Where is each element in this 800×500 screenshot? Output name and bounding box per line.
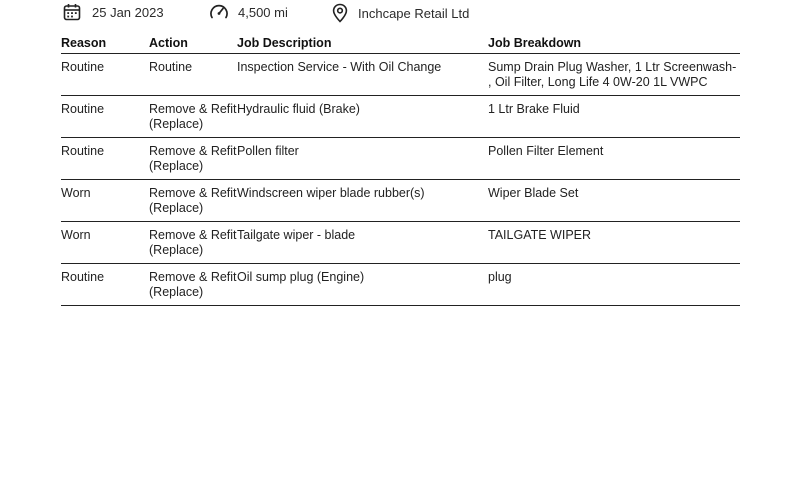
job-breakdown-line: , Oil Filter, Long Life 4 0W-20 1L VWPC xyxy=(488,75,708,89)
job-description-cell: Oil sump plug (Engine) xyxy=(237,264,488,306)
table-row xyxy=(61,264,740,306)
job-breakdown-cell xyxy=(488,54,740,96)
job-breakdown-cell xyxy=(488,264,740,306)
calendar-icon xyxy=(63,3,81,21)
table-row xyxy=(61,54,740,96)
action-text: Remove & Refit xyxy=(149,144,237,158)
service-date xyxy=(63,3,164,21)
job-description-cell: Hydraulic fluid (Brake) xyxy=(237,96,488,138)
job-description-cell: Windscreen wiper blade rubber(s) xyxy=(237,180,488,222)
job-breakdown-line: plug xyxy=(488,270,512,284)
job-breakdown-cell xyxy=(488,138,740,180)
job-description-cell: Tailgate wiper - blade xyxy=(237,222,488,264)
action-cell xyxy=(149,180,237,222)
action-cell xyxy=(149,96,237,138)
header-job-description: Job Description xyxy=(237,33,488,54)
job-breakdown-line: Pollen Filter Element xyxy=(488,144,604,158)
job-description-cell: Pollen filter xyxy=(237,138,488,180)
action-subtext: (Replace) xyxy=(149,159,204,173)
action-text: Remove & Refit xyxy=(149,102,237,116)
job-breakdown-line: Wiper Blade Set xyxy=(488,186,579,200)
header-job-breakdown: Job Breakdown xyxy=(488,33,740,54)
job-breakdown-line: TAILGATE WIPER xyxy=(488,228,592,242)
action-cell xyxy=(149,222,237,264)
reason-cell: Routine xyxy=(61,138,149,180)
action-text: Remove & Refit xyxy=(149,186,237,200)
job-description-cell: Inspection Service - With Oil Change xyxy=(237,54,488,96)
action-text: Remove & Refit xyxy=(149,270,237,284)
reason-cell: Routine xyxy=(61,264,149,306)
service-date-text: 25 Jan 2023 xyxy=(92,4,164,20)
action-text: Remove & Refit xyxy=(149,228,237,242)
service-jobs-table xyxy=(61,33,740,306)
action-cell xyxy=(149,138,237,180)
table-row xyxy=(61,180,740,222)
table-row xyxy=(61,138,740,180)
speedometer-icon xyxy=(209,3,229,21)
job-breakdown-line: Sump Drain Plug Washer, 1 Ltr Screenwash- xyxy=(488,60,737,74)
header-reason: Reason xyxy=(61,33,149,54)
action-cell xyxy=(149,264,237,306)
action-cell xyxy=(149,54,237,96)
location-pin-icon xyxy=(332,3,348,23)
service-mileage-text: 4,500 mi xyxy=(238,4,288,20)
reason-cell: Worn xyxy=(61,180,149,222)
job-breakdown-cell xyxy=(488,96,740,138)
table-row xyxy=(61,222,740,264)
table-row xyxy=(61,96,740,138)
job-breakdown-cell xyxy=(488,180,740,222)
reason-cell: Worn xyxy=(61,222,149,264)
service-dealer xyxy=(332,3,469,23)
reason-cell: Routine xyxy=(61,54,149,96)
job-breakdown-cell xyxy=(488,222,740,264)
job-breakdown-line: 1 Ltr Brake Fluid xyxy=(488,102,580,116)
service-meta-bar xyxy=(0,0,800,30)
action-subtext: (Replace) xyxy=(149,243,204,257)
reason-cell: Routine xyxy=(61,96,149,138)
action-subtext: (Replace) xyxy=(149,285,204,299)
header-action: Action xyxy=(149,33,237,54)
service-dealer-text: Inchcape Retail Ltd xyxy=(358,5,470,21)
action-text: Routine xyxy=(149,60,193,74)
action-subtext: (Replace) xyxy=(149,201,204,215)
service-mileage xyxy=(209,3,288,21)
action-subtext: (Replace) xyxy=(149,117,204,131)
table-header-row xyxy=(61,33,740,54)
